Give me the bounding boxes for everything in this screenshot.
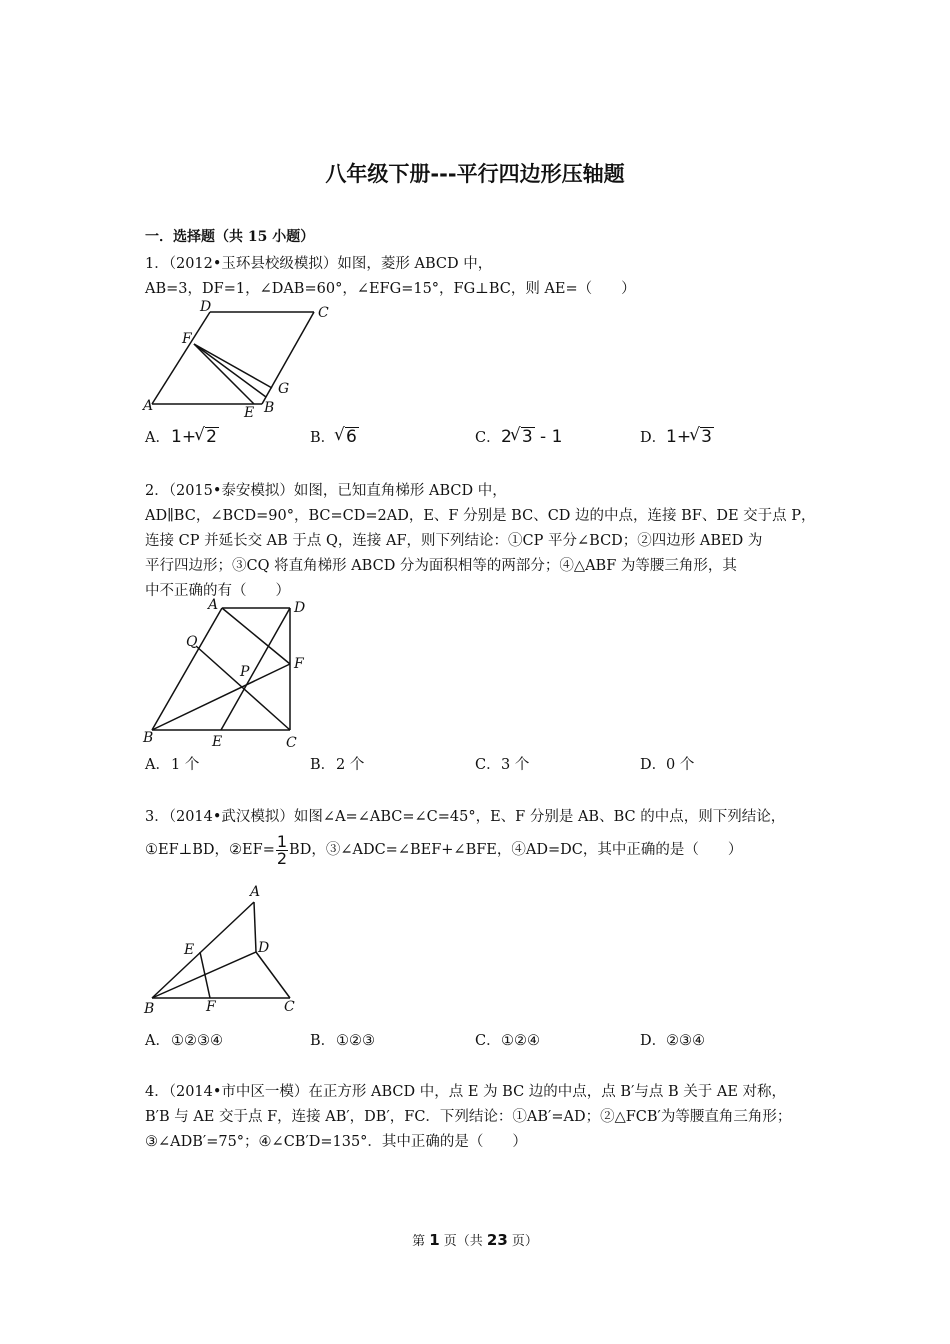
q3-option-c[interactable]: C．①②④ <box>475 1033 540 1049</box>
total-pages: 23 <box>486 1231 508 1249</box>
q1-label-g: G <box>278 381 290 397</box>
q1-line2: AB=3，DF=1，∠DAB=60°，∠EFG=15°，FG⊥BC，则 AE=（ ） <box>145 281 636 297</box>
q2-line3: 连接 CP 并延长交 AB 于点 Q，连接 AF，则下列结论：①CP 平分∠BCD；②四边形 ABED 为 <box>145 533 763 549</box>
q3-label-b: B <box>144 1001 155 1017</box>
section-heading: 一．选择题（共 15 小题） <box>145 229 315 245</box>
q1-label-f: F <box>182 331 192 347</box>
q3-label-e: E <box>184 942 195 958</box>
q2-label-a: A <box>208 598 219 613</box>
q3-label-d: D <box>258 940 270 956</box>
q2-label-f: F <box>294 656 304 672</box>
q2-option-d[interactable]: D．0 个 <box>640 757 695 773</box>
q2-label-c: C <box>286 735 297 750</box>
q2-label-d: D <box>294 600 306 616</box>
page-footer: 第 1 页（共 23 页） <box>412 1231 538 1249</box>
q2-label-p: P <box>240 664 250 680</box>
q2-line2: AD∥BC，∠BCD=90°，BC=CD=2AD，E、F 分别是 BC、CD 边的中点，连接 BF、DE 交于点 P， <box>145 508 816 524</box>
q2-label-b: B <box>143 730 154 746</box>
q1-label-c: C <box>318 305 329 321</box>
q3-fraction: $\frac{1}{2}$ <box>276 831 288 868</box>
q1-label-d: D <box>200 300 212 315</box>
q1-option-a[interactable]: A．1+√ 2 <box>145 426 219 448</box>
q4-line3: ③∠ADB′=75°；④∠CB′D=135°．其中正确的是（ ） <box>145 1134 527 1150</box>
q1-option-d[interactable]: D．1+√ 3 <box>640 426 714 448</box>
q1-option-c[interactable]: C．2√ 3 - 1 <box>475 426 562 448</box>
q2-label-q: Q <box>186 634 198 650</box>
page-number: 1 <box>429 1231 440 1249</box>
q2-option-a[interactable]: A．1 个 <box>145 757 200 773</box>
q3-option-d[interactable]: D．②③④ <box>640 1033 705 1049</box>
q1-label-a: A <box>143 398 154 414</box>
q3-option-a[interactable]: A．①②③④ <box>145 1033 223 1049</box>
q4-line2: B′B 与 AE 交于点 F，连接 AB′，DB′，FC．下列结论：①AB′=AD；②△FCB′为等腰直角三角形； <box>145 1109 792 1125</box>
q2-option-c[interactable]: C．3 个 <box>475 757 530 773</box>
q2-label-e: E <box>212 734 223 750</box>
q1-label-e: E <box>244 405 255 420</box>
q1-label-b: B <box>264 400 275 416</box>
q3-label-c: C <box>284 999 295 1015</box>
q3-label-f: F <box>206 999 216 1015</box>
q2-line5: 中不正确的有（ ） <box>145 583 290 599</box>
q1-line1: 1．（2012•玉环县校级模拟）如图，菱形 ABCD 中， <box>145 256 493 272</box>
q4-line1: 4．（2014•市中区一模）在正方形 ABCD 中，点 E 为 BC 边的中点，点 B′与点 B 关于 AE 对称， <box>145 1084 787 1100</box>
q2-option-b[interactable]: B．2 个 <box>310 757 365 773</box>
q2-figure <box>140 598 340 750</box>
q1-figure <box>140 300 360 420</box>
q3-option-b[interactable]: B．①②③ <box>310 1033 375 1049</box>
q2-line4: 平行四边形；③CQ 将直角梯形 ABCD 分为面积相等的两部分；④△ABF 为等腰三角形，其 <box>145 558 737 574</box>
q2-line1: 2．（2015•泰安模拟）如图，已知直角梯形 ABCD 中， <box>145 483 507 499</box>
q3-label-a: A <box>250 884 261 900</box>
q3-line2: ①EF⊥BD，②EF= $\frac{1}{2}$ BD，③∠ADC=∠BEF+∠BFE，④AD=DC，其中正确的是（ ） <box>145 831 743 868</box>
q1-option-b[interactable]: B．√ 6 <box>310 426 359 448</box>
page-title: 八年级下册---平行四边形压轴题 <box>325 162 625 186</box>
q3-figure <box>140 880 310 1020</box>
q3-line1: 3．（2014•武汉模拟）如图∠A=∠ABC=∠C=45°，E、F 分别是 AB、BC 的中点，则下列结论， <box>145 809 786 825</box>
